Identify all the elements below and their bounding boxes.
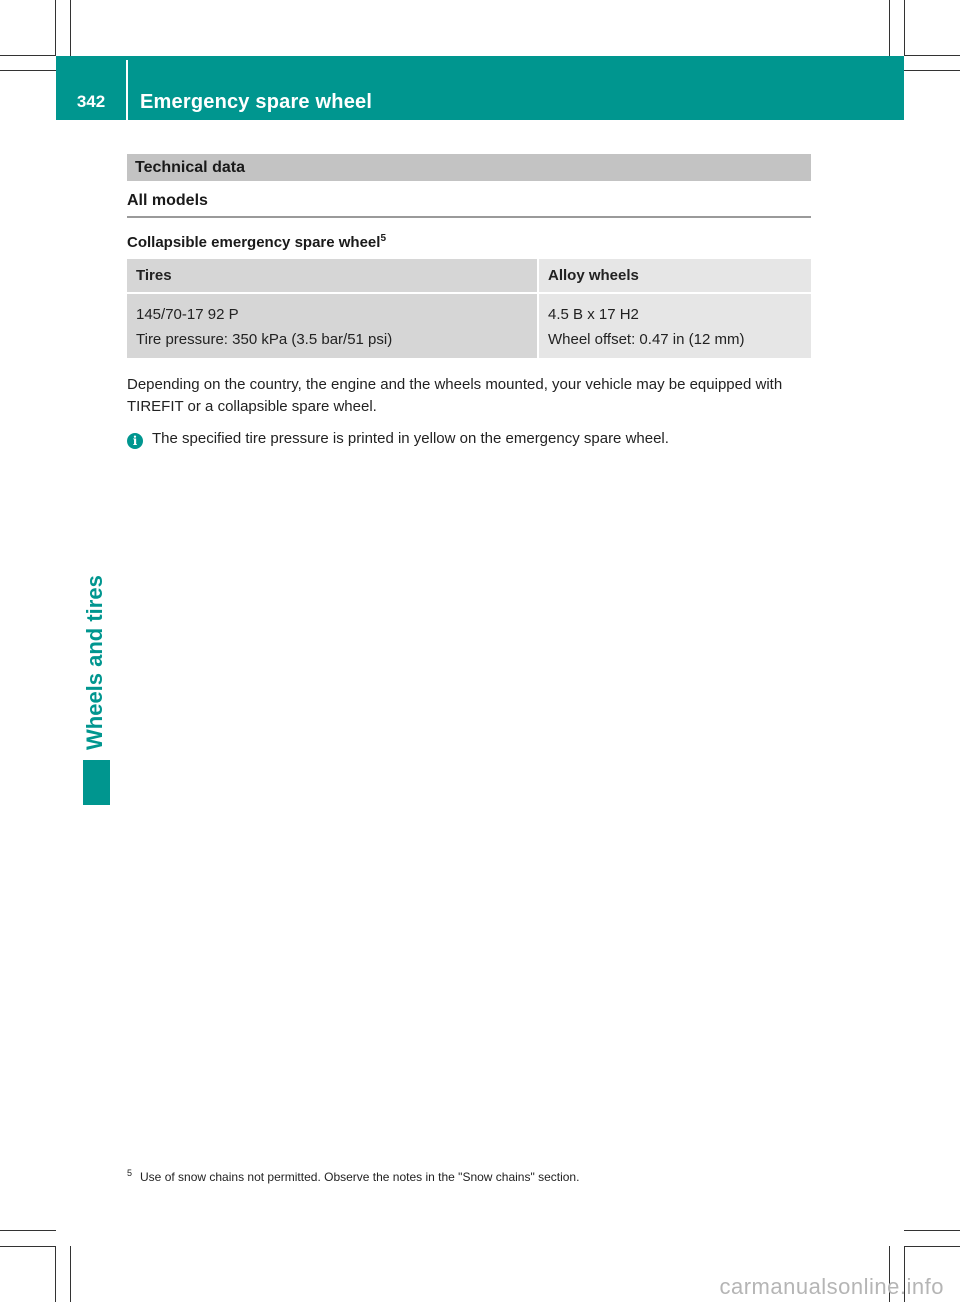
chapter-tab-label: Wheels and tires bbox=[82, 575, 107, 750]
table-cell-alloy-wheels bbox=[538, 293, 811, 358]
table-header-row bbox=[127, 259, 811, 293]
body-paragraph: Depending on the country, the engine and the wheels mounted, your vehicle may be equipped with TIREFIT or a collapsible spare wheel. bbox=[127, 376, 783, 415]
page-number: 342 bbox=[76, 92, 106, 111]
crop-mark bbox=[55, 1246, 56, 1302]
footnote-text: Use of snow chains not permitted. Observe the notes in the "Snow chains" section. bbox=[140, 1170, 580, 1184]
wheel-size: 4.5 B x 17 H2 bbox=[548, 306, 639, 323]
column-header-alloy-wheels: Alloy wheels bbox=[538, 259, 811, 293]
info-icon: i bbox=[127, 433, 143, 449]
crop-mark bbox=[70, 1246, 71, 1302]
crop-mark bbox=[904, 55, 960, 56]
table-row bbox=[127, 293, 811, 358]
info-note bbox=[127, 428, 817, 450]
crop-mark bbox=[904, 1246, 960, 1247]
crop-mark bbox=[0, 55, 56, 56]
crop-mark bbox=[889, 0, 890, 56]
chapter-tab-marker bbox=[83, 760, 110, 805]
table-title bbox=[127, 233, 386, 251]
footnote-number: 5 bbox=[127, 1168, 133, 1178]
section-title: Technical data bbox=[135, 159, 245, 176]
crop-mark bbox=[0, 70, 56, 71]
section-heading-bar bbox=[127, 154, 811, 181]
crop-mark bbox=[55, 0, 56, 56]
crop-mark bbox=[904, 70, 960, 71]
tire-size: 145/70-17 92 P bbox=[136, 306, 239, 323]
page-title: Emergency spare wheel bbox=[140, 91, 373, 113]
watermark: carmanualsonline.info bbox=[719, 1274, 944, 1299]
crop-mark bbox=[904, 0, 905, 56]
header-divider bbox=[126, 60, 128, 120]
crop-mark bbox=[70, 0, 71, 56]
spec-table bbox=[127, 259, 811, 358]
crop-mark bbox=[0, 1230, 56, 1231]
table-cell-tires bbox=[127, 293, 538, 358]
column-header-tires: Tires bbox=[127, 259, 538, 293]
subheading: All models bbox=[127, 192, 208, 209]
table-title-text: Collapsible emergency spare wheel bbox=[127, 234, 381, 251]
crop-mark bbox=[904, 1230, 960, 1231]
info-text: The specified tire pressure is printed in yellow on the emergency spare wheel. bbox=[152, 430, 669, 447]
wheel-offset: Wheel offset: 0.47 in (12 mm) bbox=[548, 331, 745, 348]
crop-mark bbox=[0, 1246, 56, 1247]
footnote bbox=[127, 1165, 579, 1185]
tire-pressure: Tire pressure: 350 kPa (3.5 bar/51 psi) bbox=[136, 331, 393, 348]
divider bbox=[127, 216, 811, 218]
footnote-ref: 5 bbox=[380, 233, 387, 244]
